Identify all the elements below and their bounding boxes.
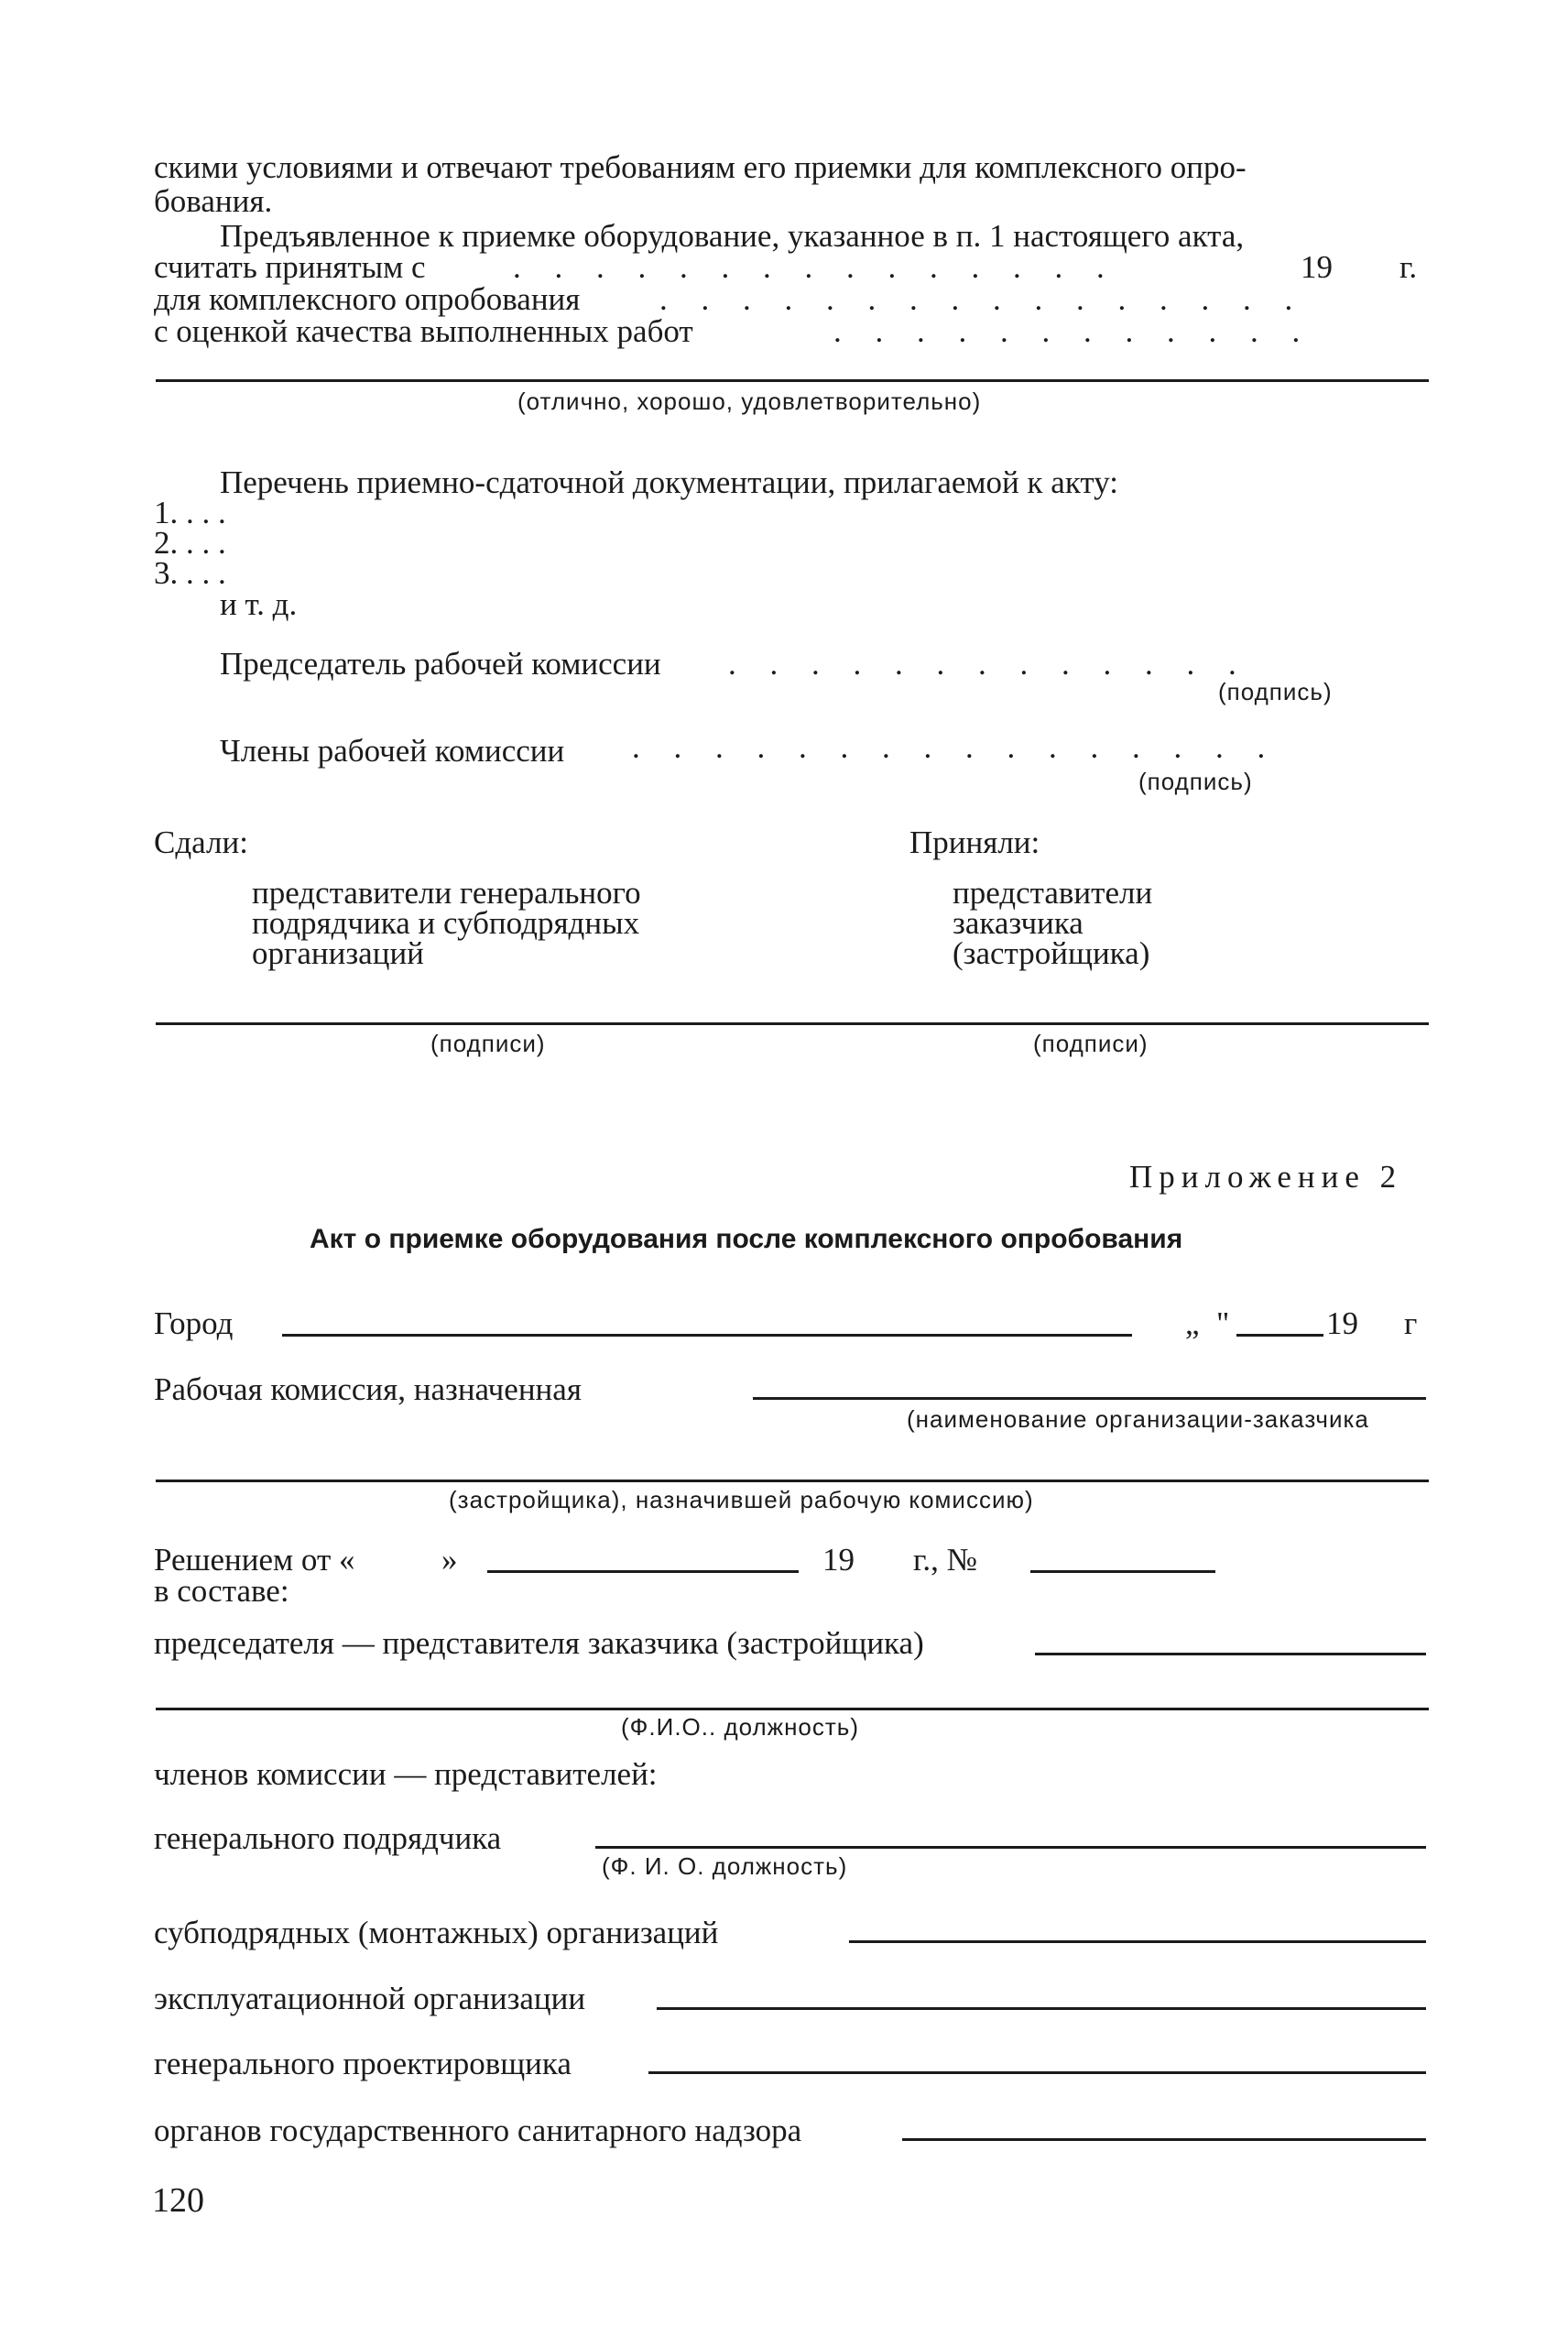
signature-caption-right: (подписи) (1033, 1030, 1149, 1057)
general-designer-line[interactable] (648, 2071, 1426, 2074)
members-heading: членов комиссии — представителей: (154, 1756, 658, 1792)
decision-number-label: г., № (913, 1542, 978, 1578)
org-line-2[interactable] (156, 1480, 1429, 1482)
list-item: 3. . . . (154, 555, 226, 591)
composition-label: в составе: (154, 1573, 289, 1609)
gave-line: организаций (252, 935, 424, 971)
city-label: Город (154, 1305, 234, 1341)
gave-line: подрядчика и субподрядных (252, 905, 640, 941)
fio-caption-2: (Ф. И. О. должность) (602, 1852, 848, 1880)
year-prefix: 19 (1326, 1305, 1358, 1341)
year-suffix: г. (1399, 249, 1418, 285)
dot-leader: . . . . . . . . . . . . (833, 313, 1313, 349)
org-caption-2: (застройщика), назначившей рабочую комиссию) (449, 1486, 1034, 1513)
signatures-line (156, 1022, 1429, 1025)
date-line[interactable] (1236, 1334, 1323, 1337)
commission-label: Рабочая комиссия, назначенная (154, 1371, 582, 1407)
decision-year: 19 (822, 1542, 855, 1578)
decision-label: Решением от « (154, 1542, 355, 1578)
text-line: бования. (154, 183, 273, 219)
operating-org-label: эксплуатационной организации (154, 1981, 586, 2016)
testing-label: для комплексного опробования (154, 281, 581, 317)
org-caption: (наименование организации-заказчика (907, 1405, 1369, 1433)
gave-line: представители генерального (252, 875, 641, 911)
quote-mark: „ (1185, 1305, 1200, 1341)
list-item: 1. . . . (154, 495, 226, 530)
signature-caption: (подпись) (1218, 678, 1333, 705)
subcontractors-line[interactable] (849, 1940, 1426, 1943)
dot-leader: . . . . . . . . . . . . . . . . (632, 729, 1279, 765)
received-line: заказчика (953, 905, 1083, 941)
year-prefix: 19 (1301, 249, 1333, 285)
signature-caption: (подпись) (1138, 768, 1253, 795)
decision-date-line[interactable] (487, 1570, 799, 1573)
fio-caption: (Ф.И.О.. должность) (621, 1713, 860, 1741)
members-label: Члены рабочей комиссии (220, 733, 565, 769)
documents-heading: Перечень приемно-сдаточной документации, прилагаемой к акту: (220, 464, 1118, 500)
appendix-label: Приложение 2 (1129, 1159, 1403, 1195)
quality-caption: (отлично, хорошо, удовлетворительно) (517, 388, 982, 415)
text-line: Предъявленное к приемке оборудование, указанное в п. 1 настоящего акта, (220, 218, 1245, 254)
received-line: представители (953, 875, 1153, 911)
chairman-line-label: председателя — представителя заказчика (застройщика) (154, 1625, 924, 1661)
quality-line (156, 379, 1429, 382)
general-contractor-label: генерального подрядчика (154, 1820, 502, 1856)
accept-from-label: считать принятым с (154, 249, 426, 285)
operating-org-line[interactable] (657, 2007, 1426, 2010)
chairman-fill-line[interactable] (1035, 1653, 1426, 1655)
decision-number-line[interactable] (1030, 1570, 1215, 1573)
page-number: 120 (152, 2181, 204, 2220)
received-label: Приняли: (909, 824, 1040, 860)
org-line[interactable] (753, 1397, 1426, 1400)
decision-close-quote: » (441, 1542, 458, 1578)
received-line: (застройщика) (953, 935, 1150, 971)
general-contractor-line[interactable] (595, 1846, 1426, 1849)
year-suffix: г (1404, 1305, 1418, 1341)
subcontractors-label: субподрядных (монтажных) организаций (154, 1915, 719, 1950)
dot-leader: . . . . . . . . . . . . . . . (513, 249, 1117, 285)
general-designer-label: генерального проектировщика (154, 2046, 572, 2081)
sanitary-line[interactable] (902, 2138, 1426, 2141)
date-open-quote: " (1216, 1305, 1230, 1341)
list-etc: и т. д. (220, 586, 298, 622)
gave-label: Сдали: (154, 824, 248, 860)
text-line: скими условиями и отвечают требованиям его приемки для комплексного опро- (154, 149, 1247, 185)
dot-leader: . . . . . . . . . . . . . . . . (659, 281, 1306, 317)
appendix-title: Акт о приемке оборудования после комплексного опробования (310, 1224, 1183, 1254)
list-item: 2. . . . (154, 525, 226, 561)
chairman-label: Председатель рабочей комиссии (220, 646, 661, 682)
chairman-fill-line-2[interactable] (156, 1708, 1429, 1710)
dot-leader: . . . . . . . . . . . . . (728, 646, 1249, 682)
city-line[interactable] (282, 1334, 1132, 1337)
quality-label: с оценкой качества выполненных работ (154, 313, 693, 349)
sanitary-label: органов государственного санитарного надзора (154, 2113, 802, 2148)
signature-caption-left: (подписи) (430, 1030, 546, 1057)
